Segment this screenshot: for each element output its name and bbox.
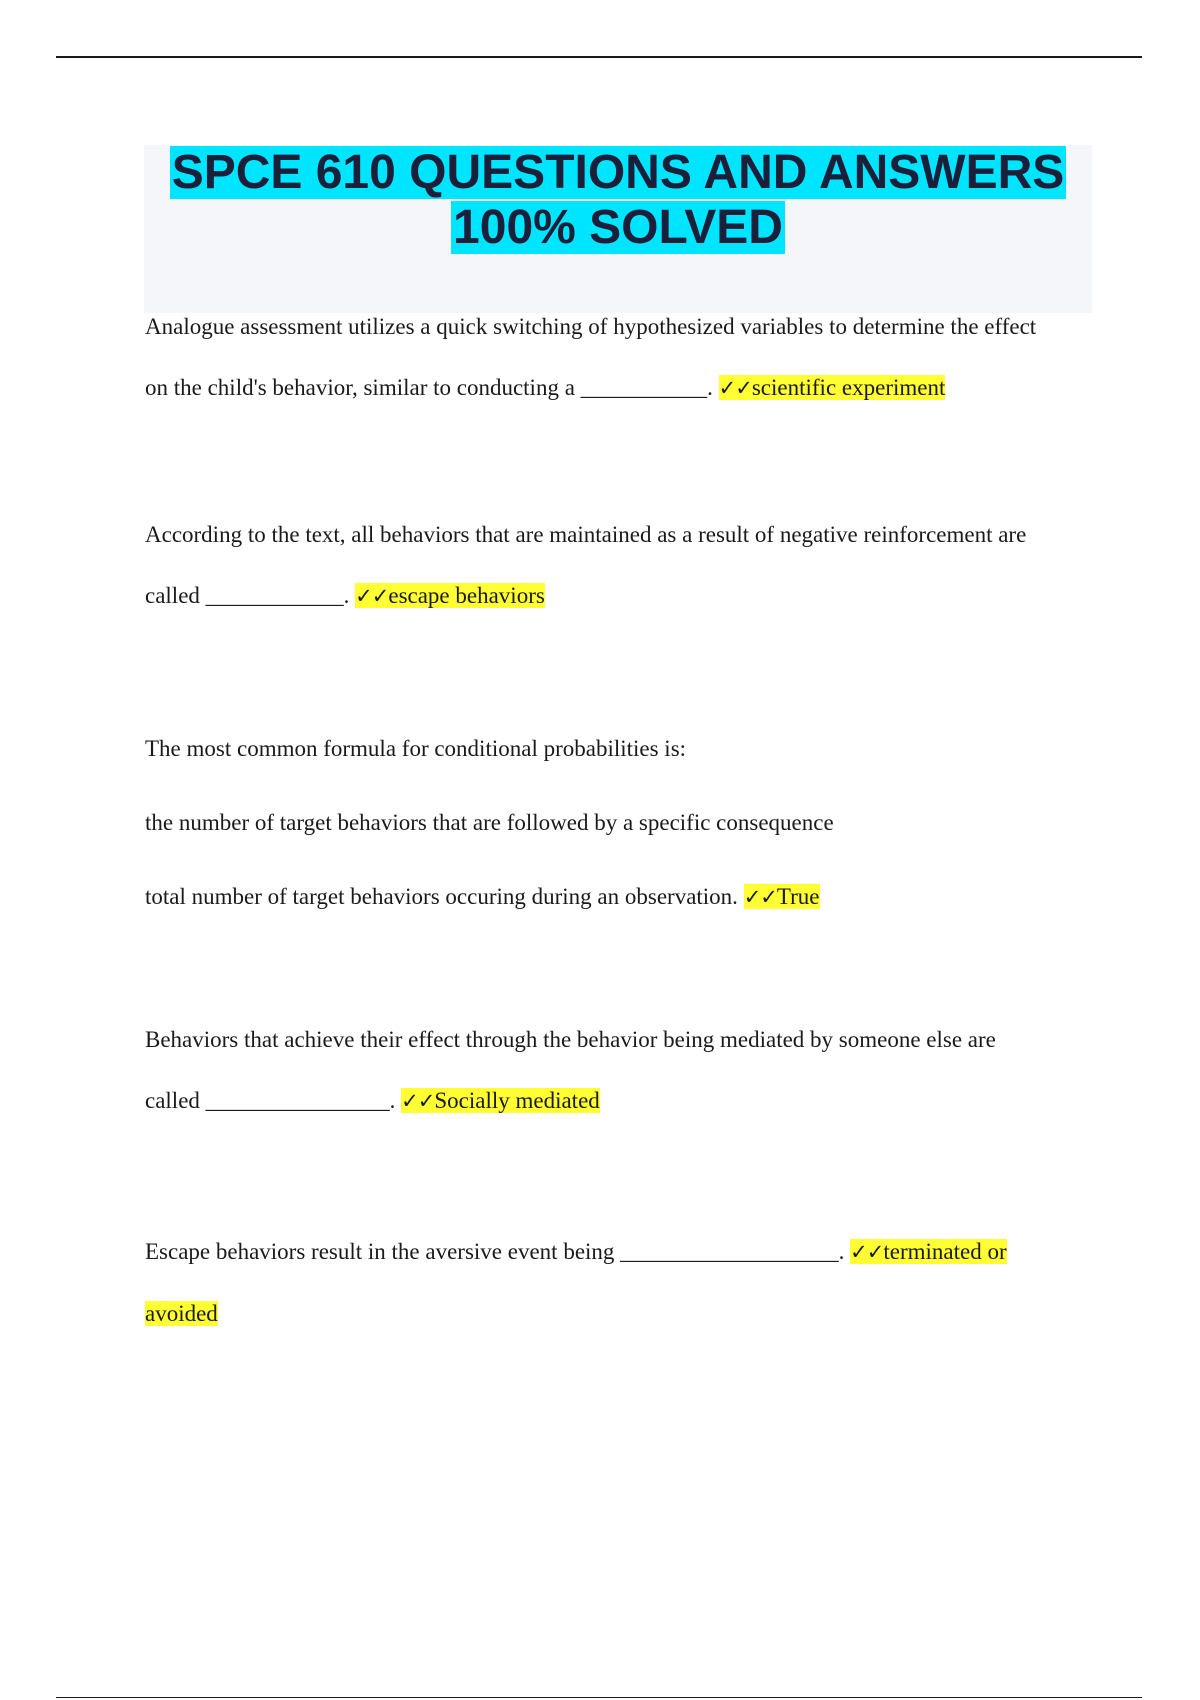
check-mark-icon: ✓✓: [401, 1089, 435, 1113]
question-text: According to the text, all behaviors that are maintained as a result of negative reinforcement are: [145, 522, 1027, 547]
qa-item-5: [145, 1221, 1095, 1344]
footer-rule: [56, 1697, 1142, 1698]
title-block: [144, 145, 1092, 313]
answer-highlight: [145, 1301, 218, 1326]
header-rule: [56, 56, 1142, 58]
question-text-cont: called ________________.: [145, 1088, 402, 1113]
question-text-cont: on the child's behavior, similar to conducting a ___________.: [145, 375, 719, 400]
question-text-cont: Escape behaviors result in the aversive event being ___________________.: [145, 1239, 851, 1264]
answer-text: Socially mediated: [434, 1088, 600, 1113]
answer-highlight: [401, 1088, 600, 1113]
answer-highlight: [744, 884, 820, 909]
question-text: [145, 565, 1095, 627]
check-mark-icon: ✓✓: [743, 885, 777, 909]
answer-text: escape behaviors: [388, 583, 545, 608]
formula-denominator: total number of target behaviors occuring during an observation.: [145, 884, 744, 909]
check-mark-icon: ✓✓: [355, 584, 389, 608]
answer-text: avoided: [145, 1301, 218, 1326]
answer-text: terminated or: [883, 1239, 1007, 1264]
answer-text: True: [776, 884, 820, 909]
formula-numerator: the number of target behaviors that are followed by a specific consequence: [145, 810, 834, 835]
question-text: Behaviors that achieve their effect through the behavior being mediated by someone else are: [145, 1027, 996, 1052]
question-text: [145, 1221, 1095, 1283]
answer-text: scientific experiment: [751, 375, 946, 400]
qa-item-4: [145, 1009, 1095, 1132]
question-text: [145, 357, 1095, 419]
qa-item-3: [145, 712, 1095, 934]
answer-highlight: [850, 1239, 1006, 1264]
question-text: [145, 860, 1095, 934]
qa-item-1: [145, 296, 1095, 419]
question-text: [145, 1070, 1095, 1132]
check-mark-icon: ✓✓: [850, 1240, 884, 1264]
check-mark-icon: ✓✓: [718, 376, 752, 400]
question-text-cont: called ____________.: [145, 583, 356, 608]
question-text: Analogue assessment utilizes a quick switching of hypothesized variables to determine the effect: [145, 314, 1037, 339]
question-text: The most common formula for conditional probabilities is:: [145, 736, 687, 761]
question-text: [145, 1283, 1095, 1344]
title-line-2: 100% SOLVED: [453, 201, 783, 254]
answer-highlight: [355, 583, 545, 608]
qa-item-2: [145, 504, 1095, 627]
answer-highlight: [719, 375, 946, 400]
document-title: [144, 145, 1092, 255]
title-line-1: SPCE 610 QUESTIONS AND ANSWERS: [171, 146, 1065, 199]
